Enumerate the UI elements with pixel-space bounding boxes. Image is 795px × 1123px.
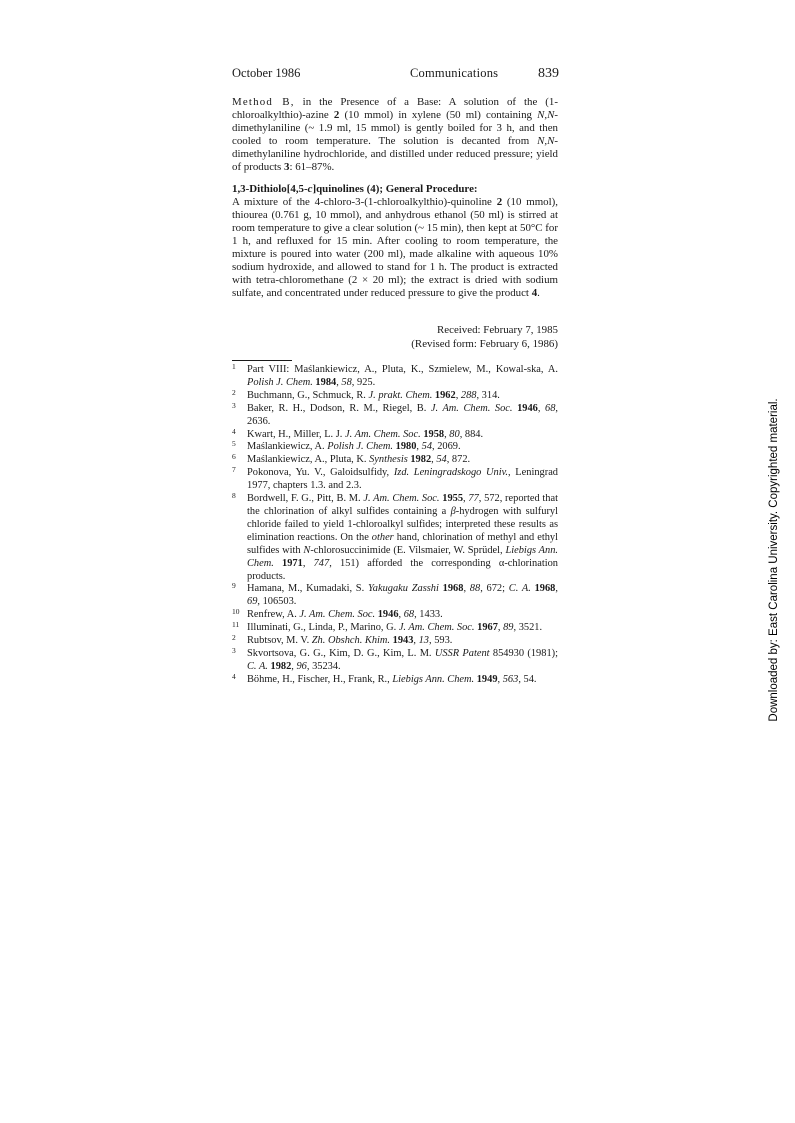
reference-text: 96: [296, 660, 307, 672]
reference-text: Baker, R. H., Dodson, R. M., Riegel, B.: [247, 402, 431, 414]
procedure-heading: [232, 183, 558, 196]
reference-text: Kwart, H., Miller, L. J.: [247, 428, 345, 440]
reference-number: 6: [232, 452, 236, 462]
reference-text: 288: [460, 389, 477, 401]
reference-text: , 884.: [459, 428, 484, 440]
reference-text: , 3521.: [513, 622, 543, 634]
reference-text: 747: [313, 557, 330, 569]
references-list: [232, 364, 558, 687]
reference-text: J. Am. Chem. Soc.: [430, 402, 513, 414]
reference-text: , 593.: [429, 635, 453, 647]
reference-text: 1949: [476, 673, 498, 685]
reference-text: ,: [336, 376, 342, 388]
reference-number: 9: [232, 581, 236, 591]
reference-text: , 2636.: [247, 402, 559, 427]
reference-text: Pokonova, Yu. V., Galoidsulfidy,: [247, 467, 394, 479]
reference-text: hand, chlorination of methyl and ethyl sulfides with: [247, 531, 558, 556]
reference-text: , 35234.: [306, 660, 341, 672]
reference-item: [232, 467, 558, 493]
reference-item: [232, 622, 558, 635]
reference-text: ,: [555, 583, 558, 595]
reference-number: 10: [232, 607, 240, 617]
reference-text: 68: [403, 609, 415, 621]
method-b-label: Method B,: [232, 96, 295, 108]
reference-text: , 925.: [351, 376, 376, 388]
reference-text: Liebigs Ann. Chem.: [247, 544, 558, 569]
reference-text: Maślankiewicz, A., Pluta, K.: [247, 454, 370, 466]
method-b-text: -dimethylaniline (~ 1.9 ml, 15 mmol) is gently boiled for 3 h, and then cooled to room temperature. The solution is decanted from: [232, 109, 558, 147]
reference-text: Yakugaku Zasshi: [367, 583, 439, 595]
header-date: October 1986: [232, 66, 301, 80]
method-b-paragraph: [232, 96, 558, 174]
reference-text: 54: [421, 441, 433, 453]
reference-item: [232, 609, 558, 622]
reference-text: 854930 (1981);: [489, 647, 558, 659]
reference-text: Buchmann, G., Schmuck, R.: [247, 389, 369, 401]
reference-text: Polish J. Chem.: [327, 441, 394, 453]
reference-text: Bordwell, F. G., Pitt, B. M.: [247, 493, 364, 505]
reference-text: , 1433.: [414, 609, 443, 621]
reference-item: [232, 400, 559, 429]
reference-item: [232, 583, 558, 609]
reference-text: 1962: [434, 389, 456, 401]
general-procedure: [232, 183, 558, 300]
header-section: Communications: [410, 66, 499, 80]
reference-text: -chlorosuccinimide (E. Vilsmaier, W. Sprüdel,: [310, 544, 506, 556]
reference-text: J. prakt. Chem.: [368, 389, 433, 401]
reference-text: J. Am. Chem. Soc.: [299, 609, 376, 621]
reference-text: J. Am. Chem. Soc.: [363, 493, 440, 505]
reference-text: Zh. Obshch. Khim.: [311, 635, 391, 647]
reference-text: ,: [413, 635, 419, 647]
reference-text: 1968: [442, 583, 464, 595]
reference-text: , 672;: [480, 583, 509, 595]
reference-text: Rubtsov, M. V.: [247, 635, 312, 647]
reference-text: 77: [468, 493, 479, 505]
reference-text: ,: [431, 454, 437, 466]
reference-text: J. Am. Chem. Soc.: [345, 428, 421, 440]
reference-item: [232, 493, 558, 583]
reference-text: Synthesis: [369, 454, 408, 466]
reference-text: other: [371, 531, 394, 543]
reference-item: [232, 441, 558, 454]
reference-text: N: [303, 544, 311, 556]
reference-text: 13: [418, 635, 429, 647]
reference-text: ,: [302, 557, 314, 569]
reference-text: , 106503.: [257, 596, 297, 608]
compound-ref: 2: [333, 109, 340, 121]
reference-text: ,: [398, 609, 404, 621]
reference-text: ,: [497, 622, 504, 634]
reference-number: 2: [232, 633, 236, 643]
reference-item: [232, 635, 558, 648]
reference-number: 1: [232, 362, 236, 371]
reference-text: 1943: [392, 635, 414, 647]
reference-text: 1967: [477, 622, 498, 634]
reference-text: 1971: [282, 557, 303, 569]
reference-text: 1984: [315, 376, 337, 388]
reference-number: 3: [232, 400, 236, 410]
reference-text: ,: [537, 402, 546, 414]
reference-text: , Leningrad 1977, chapters 1.3. and 2.3.: [247, 467, 558, 492]
reference-text: Hamana, M., Kumadaki, S.: [247, 583, 368, 595]
reference-text: , 314.: [476, 389, 500, 401]
heading-part: 1,3-Dithiolo[4,5-: [232, 183, 308, 195]
reference-text: 89: [503, 622, 514, 634]
reference-text: 58: [341, 376, 352, 388]
reference-item: [232, 387, 558, 403]
revised-date: (Revised form: February 6, 1986): [411, 338, 558, 350]
reference-text: 54: [436, 454, 447, 466]
reference-text: 1946: [517, 402, 538, 414]
reference-text: ,: [463, 583, 470, 595]
procedure-text: A mixture of the 4-chloro-3-(1-chloroalkylthio)-quinoline: [232, 196, 497, 208]
reference-text: ,: [455, 389, 461, 401]
reference-text: Böhme, H., Fischer, H., Frank, R.,: [247, 673, 393, 685]
reference-text: , 572, reported that the chlorination of alkyl sulfides containing a: [247, 493, 558, 517]
reference-text: Izd. Leningradskogo Univ.: [393, 467, 509, 479]
reference-number: 4: [232, 426, 236, 436]
heading-italic: c: [307, 183, 313, 195]
reference-text: USSR Patent: [434, 647, 490, 659]
reference-text: Renfrew, A.: [247, 609, 300, 621]
reference-item: [232, 671, 558, 687]
reference-text: ,: [463, 493, 469, 505]
nn-italic: N,N: [537, 109, 555, 121]
heading-part: ]quinolines (4); General Procedure:: [312, 183, 478, 195]
nn-italic: N,N: [537, 135, 555, 147]
reference-text: J. Am. Chem. Soc.: [398, 622, 475, 634]
reference-text: 88: [469, 583, 481, 595]
reference-text: , 54.: [518, 673, 537, 685]
reference-text: 563: [502, 673, 519, 685]
method-b-text: : 61–87%.: [289, 161, 335, 173]
reference-number: 7: [232, 465, 236, 475]
reference-text: 1982: [270, 660, 292, 672]
reference-text: , 151) afforded the corresponding α-chlorination products.: [247, 557, 558, 582]
reference-number: 3: [232, 645, 236, 655]
reference-text: 1968: [534, 583, 556, 595]
reference-text: 1955: [442, 493, 464, 505]
reference-number: 4: [232, 671, 236, 681]
reference-text: C. A.: [247, 660, 268, 672]
received-date: Received: February 7, 1985: [437, 324, 558, 336]
reference-text: 80: [449, 428, 460, 440]
page-number: 839: [538, 66, 559, 81]
reference-text: 69: [247, 596, 258, 608]
reference-text: ,: [291, 660, 297, 672]
reference-text: Polish J. Chem.: [247, 376, 313, 388]
method-b-text: (10 mmol) in xylene (50 ml) containing: [339, 109, 538, 121]
method-b-text: in the Presence of a Base: A solution of the (1-chloroalkylthio)-azine: [232, 96, 558, 121]
reference-item: [232, 645, 558, 674]
method-b-text: -dimethylaniline hydrochloride, and distilled under reduced pressure; yield of products: [232, 135, 558, 173]
reference-text: Skvortsova, G. G., Kim, D. G., Kim, L. M.: [247, 647, 435, 659]
reference-item: [232, 454, 558, 467]
reference-item: [232, 426, 558, 442]
reference-text: [274, 558, 282, 569]
reference-text: Liebigs Ann. Chem.: [392, 673, 475, 685]
reference-text: β: [450, 505, 456, 517]
product-ref: 4: [531, 287, 538, 299]
reference-text: 68: [545, 402, 556, 414]
reference-text: 1982: [410, 454, 432, 466]
procedure-text: (10 mmol), thiourea (0.761 g, 10 mmol), and anhydrous ethanol (50 ml) is stirred at room temperature to give a clear solution (~ 15 min), then kept at 50°C for 1 h, and refluxed for 15 min. After cooling to room temperature, the mixture is poured into water (200 ml), made alkaline with aqueous 10% sodium hydroxide, and allowed to stand for 1 h. The product is extracted with tetra-chloromethane (2 × 20 ml); the extract is dried with sodium sulfate, and concentrated under reduced pressure to give the product: [232, 196, 558, 299]
reference-item: [232, 364, 558, 390]
reference-text: , 872.: [446, 454, 471, 466]
reference-text: ,: [497, 673, 503, 685]
reference-text: 1980: [395, 441, 417, 453]
reference-text: , 2069.: [432, 441, 461, 453]
reference-text: ,: [444, 428, 450, 440]
compound-ref: 3: [284, 161, 290, 173]
reference-text: Maślankiewicz, A.: [247, 441, 328, 453]
reference-text: Illuminati, G., Linda, P., Marino, G.: [247, 622, 399, 634]
reference-text: -hydrogen with sulfuryl chloride failed to yield 1-chloroalkyl sulfides; interpreted these results as elimination reactions. On the: [247, 505, 558, 543]
reference-text: 1946: [377, 609, 399, 621]
reference-number: 5: [232, 439, 236, 449]
reference-text: Part VIII: Maślankiewicz, A., Pluta, K., Szmielew, M., Kowal-ska, A.: [247, 364, 558, 375]
reference-number: 11: [232, 620, 240, 630]
reference-text: 1958: [423, 428, 445, 440]
reference-text: ,: [416, 441, 422, 453]
reference-text: C. A.: [508, 583, 531, 595]
compound-ref: 2: [496, 196, 503, 208]
procedure-text: .: [537, 287, 540, 299]
reference-number: 2: [232, 387, 236, 397]
download-watermark: Downloaded by: East Carolina University. Copyrighted material.: [768, 398, 780, 722]
reference-number: 8: [232, 491, 236, 501]
